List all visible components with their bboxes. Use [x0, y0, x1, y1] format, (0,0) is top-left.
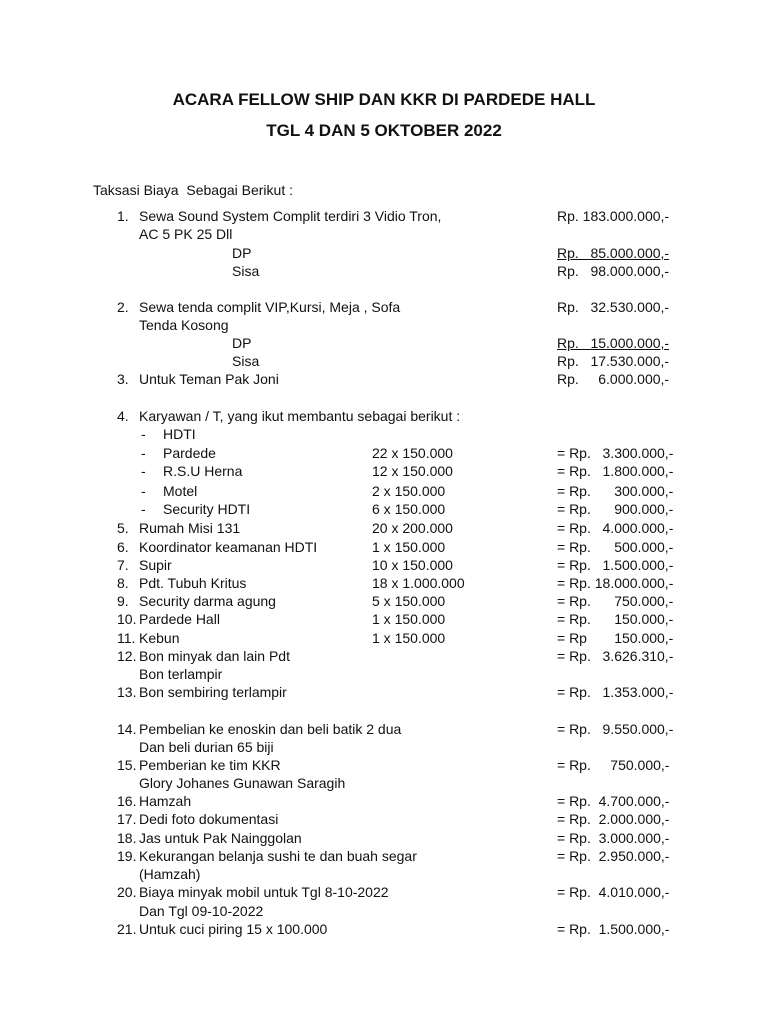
sub-item-amount: = Rp. 900.000,-	[557, 501, 674, 517]
item-number: 3.	[117, 371, 129, 387]
sub-item-description: HDTI	[163, 426, 196, 442]
item-description: Pemberian ke tim KKR	[139, 757, 281, 773]
item-number: 13.	[117, 684, 137, 700]
item-description: Pdt. Tubuh Kritus	[139, 575, 247, 591]
item-description: Dan Tgl 09-10-2022	[139, 903, 264, 919]
item-number: 9.	[117, 593, 129, 609]
item-description: Sisa	[232, 353, 260, 369]
item-amount: Rp. 15.000.000,-	[557, 335, 670, 351]
sub-item-quantity: 6 x 150.000	[372, 501, 446, 517]
intro-text: Taksasi Biaya Sebagai Berikut :	[93, 182, 293, 198]
item-amount: = Rp. 9.550.000,-	[557, 721, 674, 737]
item-description: (Hamzah)	[139, 866, 201, 882]
item-description: Koordinator keamanan HDTI	[139, 539, 318, 555]
sub-item-quantity: 12 x 150.000	[372, 463, 453, 479]
item-number: 11.	[117, 630, 136, 646]
item-description: Biaya minyak mobil untuk Tgl 8-10-2022	[139, 884, 389, 900]
item-description: Sisa	[232, 263, 260, 279]
document-title: ACARA FELLOW SHIP DAN KKR DI PARDEDE HALL	[172, 90, 596, 109]
item-number: 10.	[117, 611, 137, 627]
document-subtitle: TGL 4 DAN 5 OKTOBER 2022	[266, 121, 502, 140]
item-amount: Rp. 17.530.000,-	[557, 353, 670, 369]
item-description: DP	[232, 245, 252, 261]
item-description: Bon sembiring terlampir	[139, 684, 287, 700]
item-number: 20.	[117, 884, 137, 900]
item-description: Glory Johanes Gunawan Saragih	[139, 775, 346, 791]
sub-item-dash: -	[141, 463, 146, 479]
item-amount: = Rp. 3.626.310,-	[557, 648, 674, 664]
item-amount: = Rp. 750.000,-	[557, 593, 674, 609]
item-description: Untuk cuci piring 15 x 100.000	[139, 921, 328, 937]
item-amount: = Rp. 4.700.000,-	[557, 793, 670, 809]
item-amount: = Rp 150.000,-	[557, 630, 674, 646]
item-description: DP	[232, 335, 252, 351]
sub-item-dash: -	[141, 501, 146, 517]
sub-item-description: Motel	[163, 483, 198, 499]
item-number: 5.	[117, 520, 129, 536]
item-quantity: 1 x 150.000	[372, 539, 446, 555]
item-description: Kebun	[139, 630, 180, 646]
item-number: 14.	[117, 721, 137, 737]
item-amount: Rp. 32.530.000,-	[557, 299, 670, 315]
item-amount: = Rp. 1.353.000,-	[557, 684, 674, 700]
sub-item-dash: -	[141, 483, 146, 499]
item-description: Jas untuk Pak Nainggolan	[139, 830, 302, 846]
sub-item-dash: -	[141, 445, 146, 461]
item-description: Rumah Misi 131	[139, 520, 241, 536]
item-amount: = Rp. 750.000,-	[557, 757, 670, 773]
item-description: Hamzah	[139, 793, 192, 809]
item-description: Sewa tenda complit VIP,Kursi, Meja , Sofa	[139, 299, 401, 315]
item-description: Security darma agung	[139, 593, 276, 609]
item-amount: = Rp. 3.000.000,-	[557, 830, 670, 846]
sub-item-description: Pardede	[163, 445, 216, 461]
item-description: Dedi foto dokumentasi	[139, 811, 279, 827]
item-number: 1.	[117, 208, 129, 224]
item-description: Bon terlampir	[139, 666, 223, 682]
item-quantity: 20 x 200.000	[372, 520, 453, 536]
item-quantity: 1 x 150.000	[372, 611, 446, 627]
item-description: Pardede Hall	[139, 611, 220, 627]
item-number: 17.	[117, 811, 137, 827]
item-number: 16.	[117, 793, 137, 809]
sub-item-quantity: 2 x 150.000	[372, 483, 446, 499]
item-amount: = Rp. 18.000.000,-	[557, 575, 674, 591]
item-description: AC 5 PK 25 Dll	[139, 226, 233, 242]
item-amount: = Rp. 150.000,-	[557, 611, 674, 627]
sub-item-description: R.S.U Herna	[163, 463, 243, 479]
item-number: 8.	[117, 575, 129, 591]
sub-item-amount: = Rp. 3.300.000,-	[557, 445, 674, 461]
sub-item-amount: = Rp. 300.000,-	[557, 483, 674, 499]
item-amount: = Rp. 2.000.000,-	[557, 811, 670, 827]
sub-item-dash: -	[141, 426, 146, 442]
item-number: 7.	[117, 557, 129, 573]
item-description: Dan beli durian 65 biji	[139, 739, 274, 755]
item-number: 15.	[117, 757, 137, 773]
item-number: 21.	[117, 921, 137, 937]
item-number: 18.	[117, 830, 137, 846]
item-number: 12.	[117, 648, 137, 664]
item-amount: Rp. 6.000.000,-	[557, 371, 670, 387]
item-description: Bon minyak dan lain Pdt	[139, 648, 290, 664]
item-description: Sewa Sound System Complit terdiri 3 Vidio Tron,	[139, 208, 442, 224]
sub-item-description: Security HDTI	[163, 501, 251, 517]
sub-item-quantity: 22 x 150.000	[372, 445, 453, 461]
item-number: 4.	[117, 408, 129, 424]
item-amount: = Rp. 2.950.000,-	[557, 848, 670, 864]
item-number: 6.	[117, 539, 129, 555]
item-quantity: 1 x 150.000	[372, 630, 446, 646]
item-description: Tenda Kosong	[139, 317, 229, 333]
item-amount: = Rp. 1.500.000,-	[557, 557, 674, 573]
item-amount: = Rp. 4.010.000,-	[557, 884, 670, 900]
item-quantity: 18 x 1.000.000	[372, 575, 465, 591]
item-amount: = Rp. 4.000.000,-	[557, 520, 674, 536]
item-amount: = Rp. 500.000,-	[557, 539, 674, 555]
item-quantity: 5 x 150.000	[372, 593, 446, 609]
item-amount: Rp. 98.000.000,-	[557, 263, 670, 279]
sub-item-amount: = Rp. 1.800.000,-	[557, 463, 674, 479]
item-amount: Rp. 183.000.000,-	[557, 208, 670, 224]
item-description: Karyawan / T, yang ikut membantu sebagai berikut :	[139, 408, 461, 424]
item-description: Kekurangan belanja sushi te dan buah segar	[139, 848, 417, 864]
item-quantity: 10 x 150.000	[372, 557, 453, 573]
item-amount: = Rp. 1.500.000,-	[557, 921, 670, 937]
item-number: 2.	[117, 299, 129, 315]
item-amount: Rp. 85.000.000,-	[557, 245, 670, 261]
item-number: 19.	[117, 848, 137, 864]
item-description: Pembelian ke enoskin dan beli batik 2 dua	[139, 721, 402, 737]
item-description: Untuk Teman Pak Joni	[139, 371, 279, 387]
item-description: Supir	[139, 557, 172, 573]
